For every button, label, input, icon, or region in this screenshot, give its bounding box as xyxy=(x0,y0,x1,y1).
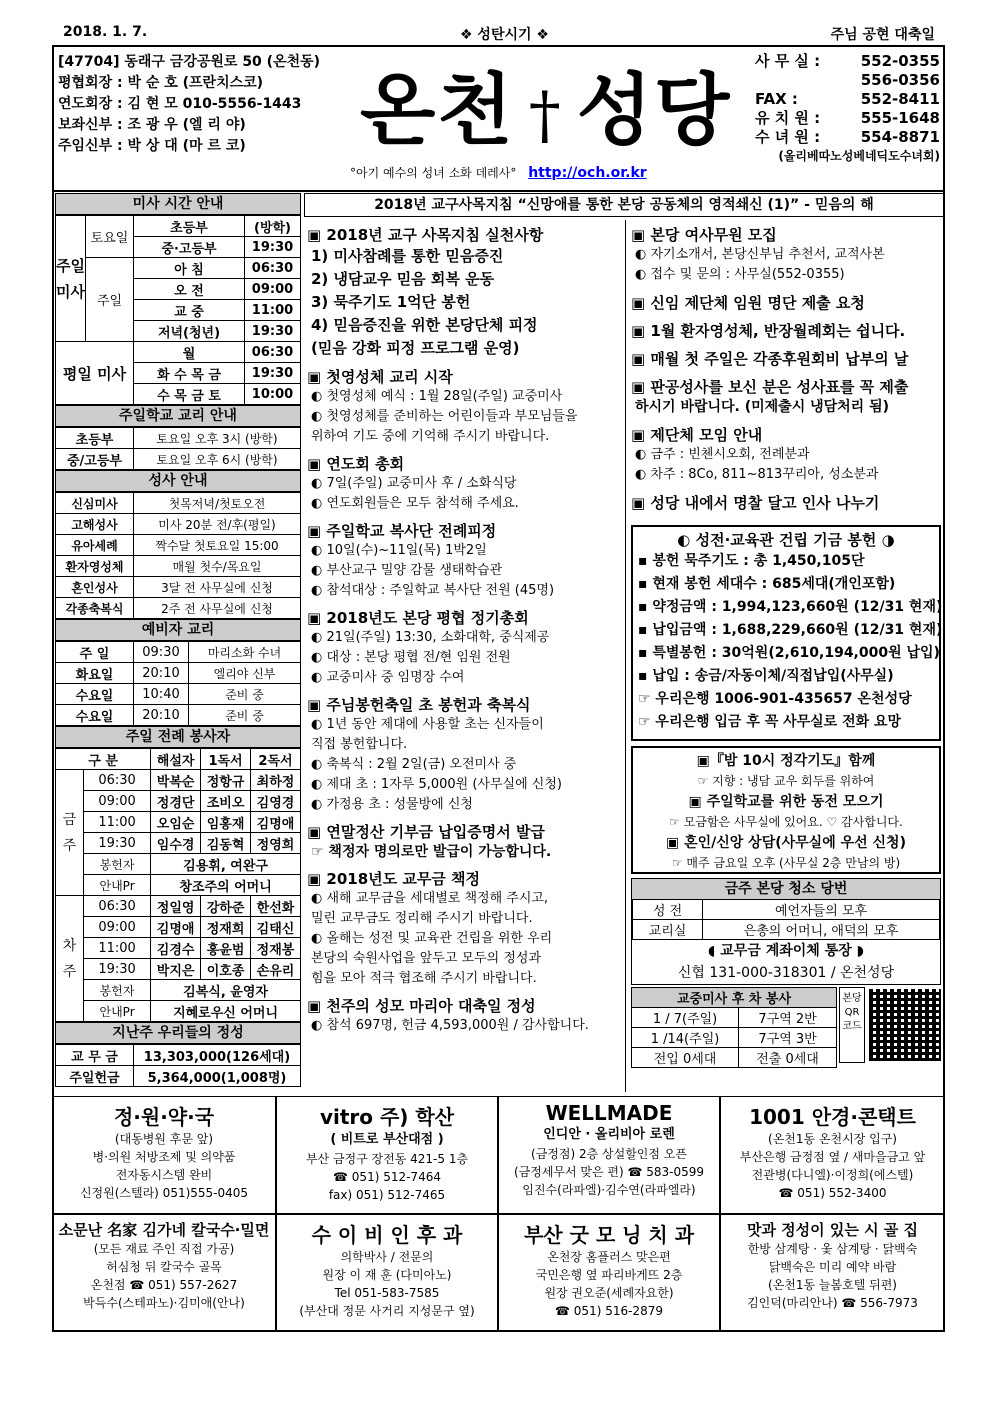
notice-item: 4) 믿음증진을 위한 본당단체 피정 xyxy=(311,316,538,334)
notice-item: ◐ 올해는 성전 및 교육관 건립을 위한 우리 xyxy=(311,931,553,946)
notice-title: ▣ 성당 내에서 명찰 달고 인사 나누기 xyxy=(631,494,880,512)
notice-item: 밀린 교무금도 정리해 주시기 바랍니다. xyxy=(311,911,533,926)
advertisement xyxy=(720,1096,945,1214)
contact-office-2: 556-0356 xyxy=(860,71,940,89)
ad-name: 맛과 정성이 있는 시 골 집 xyxy=(746,1221,918,1239)
ad-line: fax) 051) 512-7465 xyxy=(328,1188,446,1202)
weekday-mass-label: 평일 미사 xyxy=(56,342,134,405)
ad-line: 온천장 홈플러스 맞은편 xyxy=(547,1250,671,1264)
ad-line: (부산대 정문 사거리 지성문구 옆) xyxy=(299,1304,475,1318)
ad-line: (금정세무서 맞은 편) ☎ 583-0599 xyxy=(513,1165,705,1179)
sunday-mass-label: 주일미사 xyxy=(56,216,86,342)
notice-item: ☞ 책정자 명의로만 발급이 가능합니다. xyxy=(311,844,552,860)
ad-name: 부산 굿 모 닝 치 과 xyxy=(523,1223,695,1247)
fund-item: ▪ 납입금액 : 1,688,229,660원 (12/31 현재) xyxy=(638,622,943,638)
prayer-line: ▣『밤 10시 정각기도』함께 xyxy=(696,753,876,769)
notice-item: 2) 냉담교우 믿음 회복 운동 xyxy=(311,270,495,288)
catechumen-table: 주 일 09:30 마리소화 수녀 화요일 20:10 엘리야 신부 수요일 10:40 준비 중 수요일 20:10 준비 중 xyxy=(55,641,301,726)
prayer-line: ☞ 지향 : 냉담 교우 회두를 위하여 xyxy=(697,774,875,788)
issue-date: 2018. 1. 7. xyxy=(63,24,148,40)
ad-line: 임진수(라파엘)·김수연(라파엘라) xyxy=(522,1183,696,1197)
advertisement xyxy=(52,1096,276,1214)
notice-item: 직접 봉헌합니다. xyxy=(311,737,408,752)
notice-item: ◐ 첫영성체를 준비하는 어린이들과 부모님들을 xyxy=(311,409,578,424)
advertisement xyxy=(498,1214,720,1332)
council-president: 평협회장 : 박 순 호 (프란치스코) xyxy=(58,75,264,91)
ad-line: 닭백숙은 미리 예약 바람 xyxy=(768,1260,897,1274)
ad-line: ☎ 051) 552-3400 xyxy=(778,1186,887,1200)
ad-line: (온천1동 온천시장 입구) xyxy=(768,1132,897,1146)
ad-name: 1001 안경·콘택트 xyxy=(749,1105,916,1129)
contact-fax: FAX : 552-8411 xyxy=(755,90,940,108)
fund-item: ▪ 봉헌 묵주기도 : 총 1,450,105단 xyxy=(638,553,865,569)
notice-title: ▣ 본당 여사무원 모집 xyxy=(631,226,777,244)
cleaning-box: 금주 본당 청소 당번 성 전 예언자들의 모후 교리실 은총의 어머니, 애덕의 모후 ◖ 교무금 계좌이체 통장 ◗ 신협 131-000-318301 / 온천성당 xyxy=(631,878,941,985)
notice-item: 위하여 기도 중에 기억해 주시기 바랍니다. xyxy=(311,429,550,444)
notice-item: (믿음 강화 피정 프로그램 운영) xyxy=(311,339,520,357)
notice-item: ◐ 연도회원들은 모두 참석해 주세요. xyxy=(311,496,519,511)
address-line: [47704] 동래구 금강공원로 50 (온천동) xyxy=(58,54,321,70)
ad-name: WELLMADE xyxy=(545,1101,673,1125)
notice-item: ◐ 축복식 : 2월 2일(금) 오전미사 중 xyxy=(311,757,517,772)
ad-line: 원장 권오준(세례자요한) xyxy=(544,1286,674,1300)
notice-title: ▣ 신임 제단체 임원 명단 제출 요청 xyxy=(631,294,865,312)
notice-title: ▣ 1월 환자영성체, 반장월례회는 쉽니다. xyxy=(631,322,906,340)
notice-item: ◐ 접수 및 문의 : 사무실(552-0355) xyxy=(635,267,845,282)
ad-line: 부산 금정구 장전동 421-5 1층 xyxy=(305,1152,469,1166)
prayer-box xyxy=(631,746,941,874)
ad-line: (모든 재료 주인 직접 가공) xyxy=(93,1242,235,1256)
advertisement xyxy=(276,1214,498,1332)
fund-item: ▪ 특별봉헌 : 30억원(2,610,194,000원 납입) xyxy=(638,645,940,661)
after-mass-box: 교중미사 후 차 봉사 1 / 7(주일) 7구역 2반 1 /14(주일) 7구역 3반 전입 0세대 전출 0세대 본당 QR 코드 xyxy=(631,987,941,1063)
contact-convent: 수 녀 원 : 554-8871 xyxy=(755,128,940,146)
ad-line: 인디안 · 올리비아 로렌 xyxy=(543,1127,675,1142)
notice-item: ◐ 금주 : 빈첸시오회, 전례분과 xyxy=(635,447,810,462)
notice-title: ▣ 천주의 성모 마리아 대축일 정성 xyxy=(307,997,536,1015)
notice-item: ◐ 부산교구 밀양 감물 생태학습관 xyxy=(311,563,503,578)
fund-item: ☞ 우리은행 입금 후 꼭 사무실로 전화 요망 xyxy=(638,714,902,730)
notice-item: ◐ 대상 : 본당 평협 전/현 임원 전원 xyxy=(311,650,511,665)
notice-item: 본당의 숙원사업을 앞두고 모두의 정성과 xyxy=(311,951,542,966)
notice-title: ▣ 주님봉헌축일 초 봉헌과 축복식 xyxy=(307,696,531,714)
right-column xyxy=(628,220,944,1065)
pastor: 주임신부 : 박 상 대 (마 르 코) xyxy=(58,138,246,154)
sacrament-heading: 성사 안내 xyxy=(55,470,301,492)
masthead-sub xyxy=(350,164,647,181)
ad-line: ☎ 051) 512-7464 xyxy=(333,1170,441,1184)
notice-title: ▣ 2018년도 본당 평협 정기총회 xyxy=(307,609,529,627)
notice-item: ◐ 차주 : 8Co, 811~813꾸리아, 성소분과 xyxy=(635,467,879,482)
ad-line: 의학박사 / 전문의 xyxy=(340,1250,434,1264)
fund-item: ▪ 현재 봉헌 세대수 : 685세대(개인포함) xyxy=(638,576,896,592)
notice-title: ▣ 2018년도 교무금 책정 xyxy=(307,870,481,888)
ad-line: ( 비트로 부산대점 ) xyxy=(330,1132,444,1147)
mass-times-heading: 미사 시간 안내 xyxy=(55,193,301,215)
transfer-account: 신협 131-000-318301 / 온천성당 xyxy=(677,965,895,981)
ad-line: (금정점) 2층 상설할인점 오픈 xyxy=(531,1147,687,1161)
notice-item: ◐ 제대 초 : 1자루 5,000원 (사무실에 신청) xyxy=(311,777,562,792)
notice-item: ◐ 가정용 초 : 성물방에 신청 xyxy=(311,797,473,812)
ad-line: 박득수(스테파노)·김미애(안나) xyxy=(83,1296,245,1310)
ad-name: 소문난 名家 김가네 칼국수·밀면 xyxy=(58,1221,270,1239)
prayer-line: ☞ 매주 금요일 오후 (사무실 2층 만남의 방) xyxy=(671,856,901,870)
notice-item: ◐ 참석대상 : 주일학교 복사단 전원 (45명) xyxy=(311,583,555,598)
ad-line: (대동병원 후문 앞) xyxy=(114,1132,214,1146)
transfer-title: ◖ 교무금 계좌이체 통장 ◗ xyxy=(708,943,864,959)
notice-title: ▣ 제단체 모임 안내 xyxy=(631,426,763,444)
notice-title: ▣ 매월 첫 주일은 각종후원회비 납부의 날 xyxy=(631,350,909,368)
advertisement xyxy=(498,1096,720,1214)
right-notices xyxy=(631,224,941,513)
ad-line: 병·의원 처방조제 및 의약품 xyxy=(92,1150,236,1164)
masthead xyxy=(350,48,732,188)
fund-item: ☞ 우리은행 1006-901-435657 온천성당 xyxy=(638,691,912,707)
memorial-president: 연도회장 : 김 현 모 010-5556-1443 xyxy=(58,96,302,112)
fund-item: ▪ 납입 : 송금/자동이체/직접납입(사무실) xyxy=(638,668,894,684)
advertisement xyxy=(276,1096,498,1214)
servers-table: 구 분 해설자 1독서 2독서 금주 06:30 박복순 정항규 최하정 09:00 정경단 조비오 김영경 11:00 오임순 임홍재 김명애 19:30 임수경 김동혁 정영희 봉헌자 김용휘, 여완구 안내Pr 창조주의 어머니 차주 06:30 정일영 강하준 한선화 09:00 김명애 정재희 김태신 11:00 김경수 홍윤범 정재봉 19:30 박지은 이호종 손유리 봉헌자 김복식, 윤영자 안내Pr 지혜로우신 어머니 xyxy=(55,748,301,1022)
ad-line: 김인덕(마리안나) ☎ 556-7973 xyxy=(747,1296,918,1310)
notice-title: ▣ 2018년 교구 사목지침 실천사항 xyxy=(307,226,544,244)
ad-line: 전자동시스템 완비 xyxy=(115,1168,213,1182)
notice-title: ▣ 주일학교 복사단 전례피정 xyxy=(307,522,497,540)
ad-line: ☎ 051) 516-2879 xyxy=(555,1304,663,1318)
ad-line: 부산은행 금정점 옆 / 새마을금고 앞 xyxy=(739,1150,926,1164)
advertisement xyxy=(720,1214,945,1332)
ad-line: 온천점 ☎ 051) 557-2627 xyxy=(90,1278,238,1292)
catechumen-heading: 예비자 교리 xyxy=(55,619,301,641)
ad-line: Tel 051-583-7585 xyxy=(334,1286,440,1300)
assistant-priest: 보좌신부 : 조 광 우 (엘 리 야) xyxy=(58,117,246,133)
ad-name: vitro 주) 학산 xyxy=(319,1105,455,1129)
ad-name: 수 이 비 인 후 과 xyxy=(311,1223,463,1247)
notice-item: ◐ 교중미사 중 임명장 수여 xyxy=(311,670,465,685)
prayer-line: ▣ 주일학교를 위한 동전 모으기 xyxy=(688,794,884,810)
ad-line: (온천1동 늘봄호텔 뒤편) xyxy=(768,1278,897,1292)
notice-title: ▣ 연도회 총회 xyxy=(307,455,405,473)
ad-line: 한방 삼계탕 · 옻 삼계탕 · 닭백숙 xyxy=(747,1242,918,1256)
church-name: 온천 † 성당 xyxy=(360,65,732,156)
middle-column xyxy=(304,220,626,1092)
building-fund-box xyxy=(631,525,941,741)
prayer-line: ▣ 혼인/신앙 상담(사무실에 우선 신청) xyxy=(666,835,906,851)
notice-item: ◐ 1년 동안 제대에 사용할 초는 신자들이 xyxy=(311,717,544,732)
notice-title: ▣ 연말정산 기부금 납입증명서 발급 xyxy=(307,823,545,841)
notice-item: ◐ 7일(주일) 교중미사 후 / 소화식당 xyxy=(311,476,517,491)
ad-line: 국민은행 옆 파리바게뜨 2층 xyxy=(535,1268,683,1282)
notice-title: ▣ 첫영성체 교리 시작 xyxy=(307,368,453,386)
contact-kindergarten: 유 치 원 : 555-1648 xyxy=(755,109,940,127)
sacrament-table: 신심미사 첫목저녁/첫토오전 고해성사 미사 20분 전/후(평일) 유아세례 짝수달 첫토요일 15:00 환자영성체 매월 첫수/목요일 혼인성사 3달 전 사무실에 신청 각종축복식 2주 전 사무실에 신청 xyxy=(55,492,301,619)
feast-name: 주님 공현 대축일 xyxy=(830,27,935,43)
cross-icon: † xyxy=(528,79,563,153)
liturgical-season: ❖ 성탄시기 ❖ xyxy=(460,27,549,43)
ad-line: 허심청 뒤 칼국수 골목 xyxy=(106,1260,222,1274)
ad-name: 정·원·약·국 xyxy=(113,1105,215,1129)
notice-title: ▣ 판공성사를 보신 분은 성사표를 꼭 제출 xyxy=(631,378,909,396)
prayer-line: ☞ 모금함은 사무실에 있어요. ♡ 감사합니다. xyxy=(669,815,903,829)
lastweek-heading: 지난주 우리들의 정성 xyxy=(55,1022,301,1044)
mass-times-table: 주일미사 토요일 초등부 (방학) 중·고등부 19:30 주일 아 침 06:30 오 전 09:00 교 중 11:00 저녁(청년) 19:30 평일 미사 월 06:30 화 수 목 금 19:30 수 목 금 토 10:00 xyxy=(55,215,301,405)
notice-item: ◐ 21일(주일) 13:30, 소화대학, 중식제공 xyxy=(311,630,550,645)
lastweek-table: 교 무 금 13,303,000(126세대) 주일헌금 5,364,000(1,008명) xyxy=(55,1044,301,1087)
website-link[interactable]: http://och.or.kr xyxy=(528,165,647,181)
notice-item: ◐ 첫영성체 예식 : 1월 28일(주일) 교중미사 xyxy=(311,389,563,404)
notice-item: ◐ 새해 교무금을 세대별로 책정해 주시고, xyxy=(311,891,549,906)
patron-motto: °아기 예수의 성녀 소화 데레사° xyxy=(350,166,517,180)
qr-code-icon[interactable] xyxy=(869,989,941,1061)
notice-item: 3) 묵주기도 1억단 봉헌 xyxy=(311,293,471,311)
notice-item: 하시기 바랍니다. (미제출시 냉담처리 됨) xyxy=(635,399,889,415)
school-table: 초등부 토요일 오후 3시 (방학) 중/고등부 토요일 오후 6시 (방학) xyxy=(55,427,301,470)
notice-item: ◐ 10일(수)~11일(목) 1박2일 xyxy=(311,543,487,558)
ad-line: 전관병(다니엘)·이정희(에스텔) xyxy=(751,1168,914,1182)
ad-line: 원장 이 재 훈 (다미아노) xyxy=(322,1268,452,1282)
pastoral-guideline-banner: 2018년 교구사목지침 “신망애를 통한 본당 공동체의 영적쇄신 (1)” - 믿음의 해 xyxy=(304,193,944,217)
header-left-info xyxy=(58,52,348,157)
fund-item: ▪ 약정금액 : 1,994,123,660원 (12/31 현재) xyxy=(638,599,943,615)
top-info-line xyxy=(55,22,935,44)
fund-title: ◐ 성전·교육관 건립 기금 봉헌 ◑ xyxy=(677,531,895,549)
left-column xyxy=(55,193,301,1087)
qr-label: 본당 QR 코드 xyxy=(839,987,865,1063)
notice-item: ◐ 참석 697명, 헌금 4,593,000원 / 감사합니다. xyxy=(311,1018,589,1033)
notice-item: 1) 미사참례를 통한 믿음증진 xyxy=(311,247,504,265)
servers-heading: 주일 전례 봉사자 xyxy=(55,726,301,748)
header-contacts xyxy=(755,52,940,166)
ads-section xyxy=(52,1096,945,1332)
notice-item: 힘을 모아 적극 협조해 주시기 바랍니다. xyxy=(311,971,537,986)
notice-item: ◐ 자기소개서, 본당신부님 추천서, 교적사본 xyxy=(635,247,885,262)
contact-office: 사 무 실 : 552-0355 xyxy=(755,52,940,70)
header-divider xyxy=(52,190,945,192)
school-heading: 주일학교 교리 안내 xyxy=(55,405,301,427)
advertisement xyxy=(52,1214,276,1332)
ad-line: 신정원(스텔라) 051)555-0405 xyxy=(79,1186,249,1200)
convent-note: (올리베따노성베네딕도수녀회) xyxy=(778,149,940,163)
